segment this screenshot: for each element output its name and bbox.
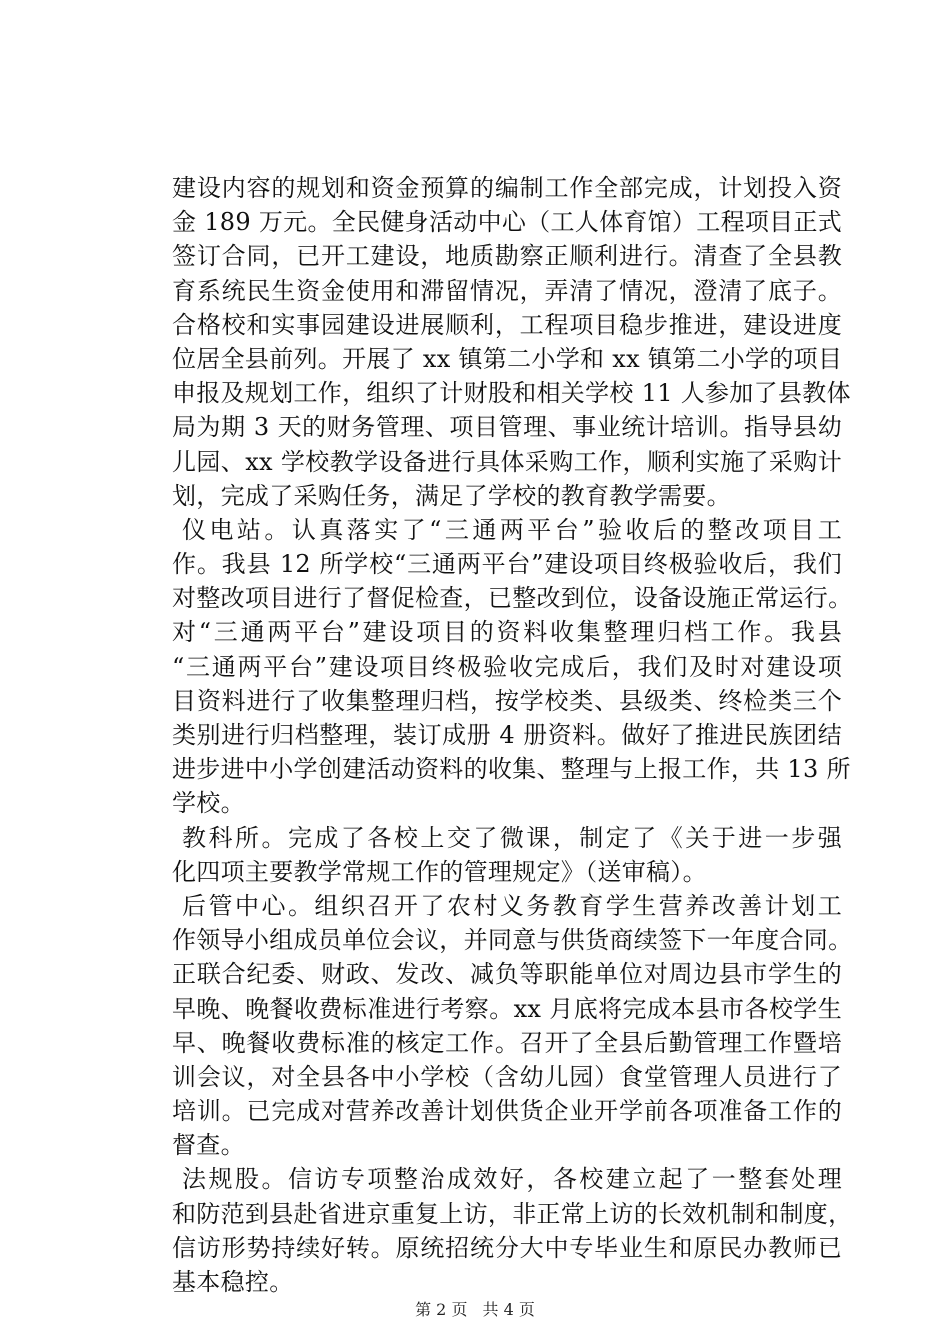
text-line: 申报及规划工作，组织了计财股和相关学校 11 人参加了县教体 [172,379,851,408]
text-line: 早晚、晚餐收费标准进行考察。xx 月底将完成本县市各校学生 [172,994,842,1023]
text-line: 训会议，对全县各中小学校（含幼儿园）食堂管理人员进行了 [172,1062,842,1091]
text-line: 建设内容的规划和资金预算的编制工作全部完成，计划投入资 [172,174,842,202]
text-line: 签订合同，已开工建设，地质勘察正顺利进行。清查了全县教 [172,242,842,271]
text-line: 和防范到县赴省进京重复上访，非正常上访的长效机制和制度， [172,1199,853,1228]
text-line: 合格校和实事园建设进展顺利，工程项目稳步推进，建设进度 [172,310,842,339]
text-line: 儿园、xx 学校教学设备进行具体采购工作，顺利实施了采购计 [172,447,842,476]
text-line: 作。我县 12 所学校“三通两平台”建设项目终极验收后，我们 [172,550,842,579]
text-line: 对“三通两平台”建设项目的资料收集整理归档工作。我县 [172,618,842,647]
text-line: 位居全县前列。开展了 xx 镇第二小学和 xx 镇第二小学的项目 [172,344,843,373]
text-line: 作领导小组成员单位会议，并同意与供货商续签下一年度合同。 [172,926,853,955]
text-line: “三通两平台”建设项目终极验收完成后，我们及时对建设项 [172,652,842,681]
text-line: 早、晚餐收费标准的核定工作。召开了全县后勤管理工作暨培 [172,1028,842,1057]
text-line: 培训。已完成对营养改善计划供货企业开学前各项准备工作的 [172,1097,842,1126]
text-line: 目资料进行了收集整理归档，按学校类、县级类、终检类三个 [172,686,842,715]
text-line: 化四项主要教学常规工作的管理规定》（送审稿）。 [172,857,707,886]
page-footer [0,1300,950,1320]
text-line: 划，完成了采购任务，满足了学校的教育教学需要。 [172,481,731,510]
document-body [172,171,853,1299]
page-number: 第 2 页 [415,1300,468,1319]
text-line: 育系统民生资金使用和滞留情况，弄清了情况，澄清了底子。 [172,276,842,305]
text-line: 督查。 [172,1131,245,1160]
text-line: 信访形势持续好转。原统招统分大中专毕业生和原民办教师已 [172,1233,842,1262]
text-line: 学校。 [172,789,245,818]
text-line: 进步进中小学创建活动资料的收集、整理与上报工作，共 13 所 [172,755,851,784]
text-line: 金 189 万元。全民健身活动中心（工人体育馆）工程项目正式 [172,208,843,237]
text-line: 教科所。完成了各校上交了微课，制定了《关于进一步强 [182,823,842,852]
text-line: 法规股。信访专项整治成效好，各校建立起了一整套处理 [182,1165,842,1194]
text-line: 类别进行归档整理，装订成册 4 册资料。做好了推进民族团结 [172,721,842,749]
text-line: 仪电站。认真落实了“三通两平台”验收后的整改项目工 [182,515,842,544]
text-line: 对整改项目进行了督促检查，已整改到位，设备设施正常运行。 [172,584,853,613]
text-line: 局为期 3 天的财务管理、项目管理、事业统计培训。指导县幼 [172,413,842,442]
text-line: 正联合纪委、财政、发改、减负等职能单位对周边县市学生的 [172,960,842,989]
page-total: 共 4 页 [482,1300,535,1319]
text-line: 后管中心。组织召开了农村义务教育学生营养改善计划工 [182,891,842,920]
text-line: 基本稳控。 [172,1268,294,1296]
